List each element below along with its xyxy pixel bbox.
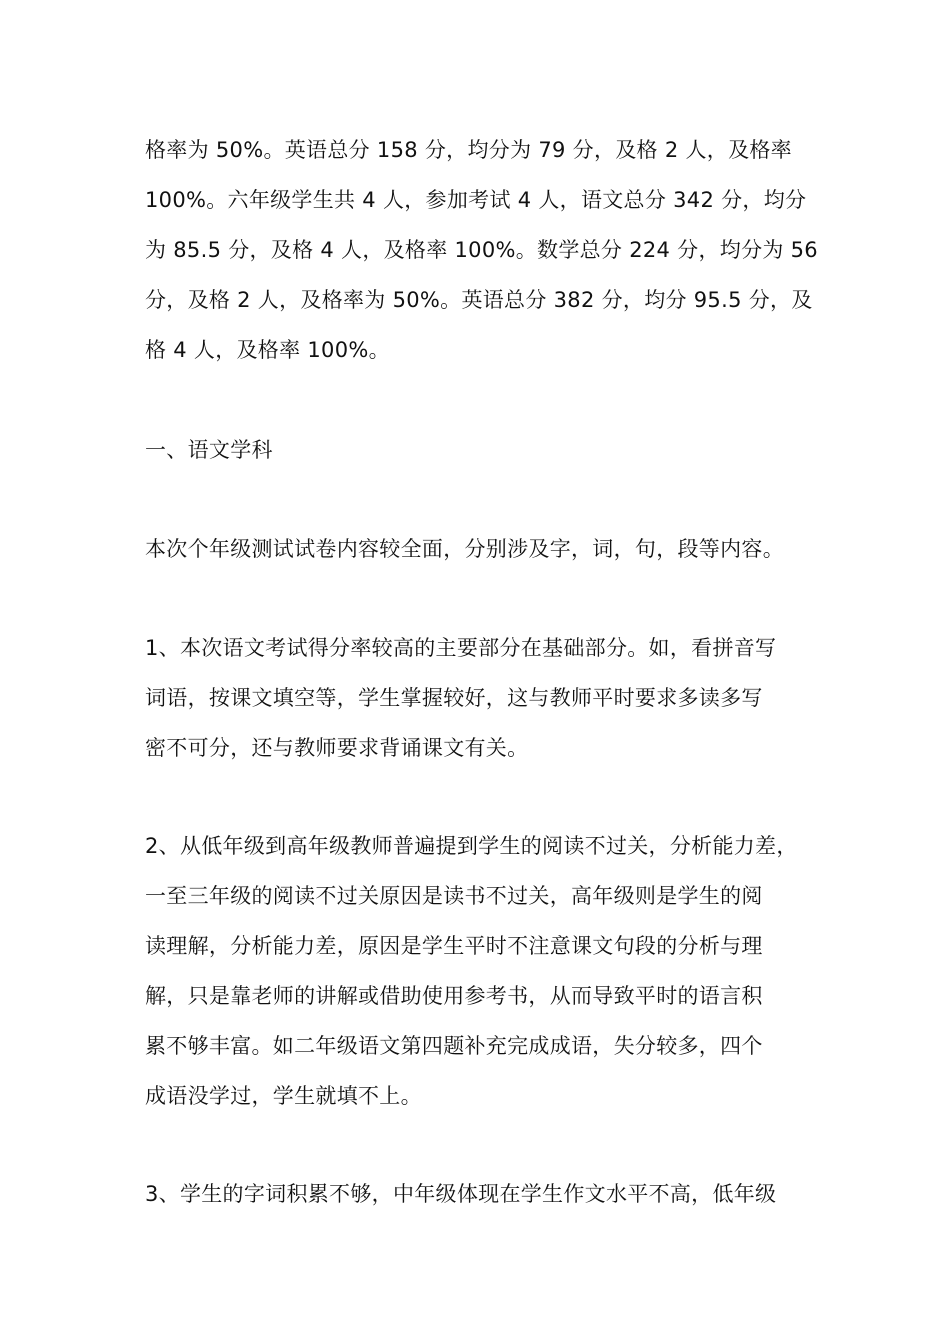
paragraph-line: 本次个年级测试试卷内容较全面，分别涉及字，词，句，段等内容。 <box>145 537 784 561</box>
paragraph-line: 成语没学过，学生就填不上。 <box>145 1084 422 1108</box>
paragraph-line: 累不够丰富。如二年级语文第四题补充完成成语，失分较多，四个 <box>145 1034 763 1058</box>
paragraph-line: 词语，按课文填空等，学生掌握较好，这与教师平时要求多读多写 <box>145 686 763 710</box>
paragraph-line: 1、本次语文考试得分率较高的主要部分在基础部分。如，看拼音写 <box>145 636 777 660</box>
text-line: 为 85.5 分，及格 4 人，及格率 100%。数学总分 224 分，均分为 56 <box>145 238 818 262</box>
paragraph-line: 3、学生的字词积累不够，中年级体现在学生作文水平不高，低年级 <box>145 1182 777 1206</box>
paragraph-line: 密不可分，还与教师要求背诵课文有关。 <box>145 736 529 760</box>
text-line: 格率为 50%。英语总分 158 分，均分为 79 分，及格 2 人，及格率 <box>145 138 792 162</box>
paragraph-line: 一至三年级的阅读不过关原因是读书不过关，高年级则是学生的阅 <box>145 884 763 908</box>
paragraph-line: 读理解，分析能力差，原因是学生平时不注意课文句段的分析与理 <box>145 934 763 958</box>
paragraph-line: 解，只是靠老师的讲解或借助使用参考书，从而导致平时的语言积 <box>145 984 763 1008</box>
paragraph-line: 2、从低年级到高年级教师普遍提到学生的阅读不过关，分析能力差， <box>145 834 798 858</box>
text-line: 格 4 人，及格率 100%。 <box>145 338 390 362</box>
section-heading: 一、语文学科 <box>145 438 273 462</box>
text-line: 分，及格 2 人，及格率为 50%。英语总分 382 分，均分 95.5 分，及 <box>145 288 813 312</box>
text-line: 100%。六年级学生共 4 人，参加考试 4 人，语文总分 342 分，均分 <box>145 188 807 212</box>
